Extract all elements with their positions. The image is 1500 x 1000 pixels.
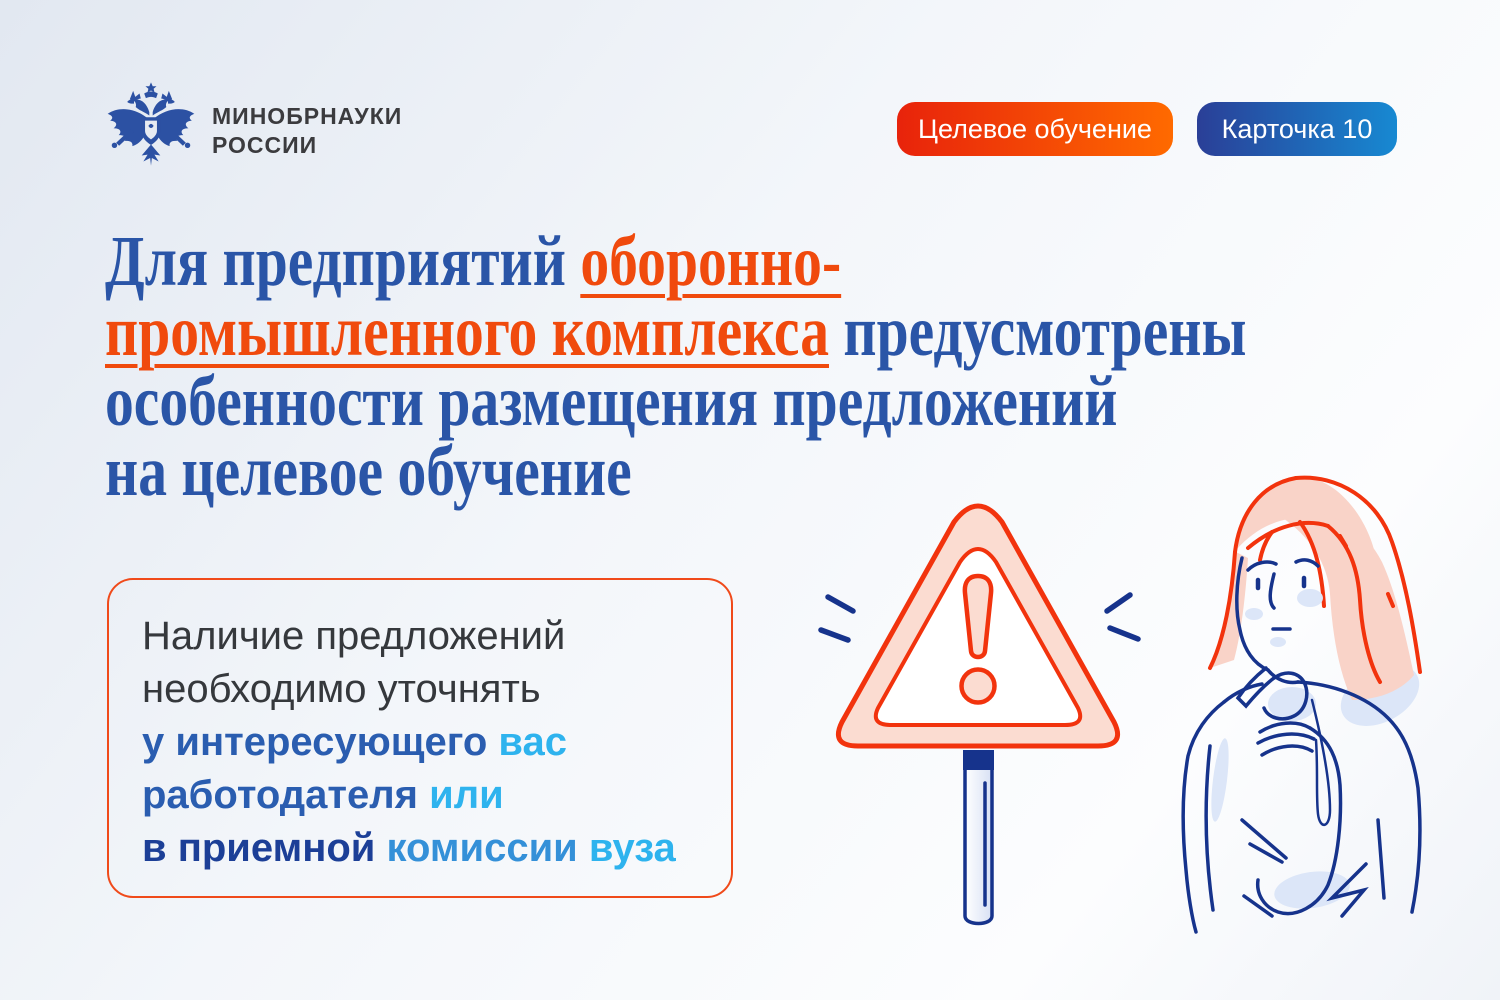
ministry-name [212,102,402,160]
text-segment: на целевое обучение [105,431,632,511]
text-segment: Для предприятий [105,221,581,301]
double-headed-eagle-icon [100,80,202,180]
text-segment: работодателя [142,773,419,817]
text-line [142,716,731,769]
text-line [105,361,1193,441]
text-segment: в приемной [142,826,376,870]
text-line [142,822,731,875]
warning-triangle-sign-icon [808,478,1153,943]
text-segment: Наличие предложений [142,614,566,658]
text-line [105,291,1247,371]
text-segment: промышленного комплекса [105,291,829,371]
card-number-badge-label: Карточка 10 [1221,113,1373,144]
text-segment: особенности размещения предложений [105,361,1118,441]
text-segment: у интересующего [142,720,488,764]
text-segment: или [418,773,504,817]
text-segment: предусмотрены [829,291,1247,371]
text-line [142,610,731,663]
text-line [142,663,731,716]
thinking-woman-illustration [1180,470,1430,945]
ministry-name-line1: МИНОБРНАУКИ [212,103,403,129]
text-segment: оборонно- [580,221,842,301]
program-badge [897,102,1173,156]
text-line [105,221,1193,301]
text-segment: комиссии [375,826,578,870]
text-segment: необходимо уточнять [142,667,541,711]
note-box [107,578,733,898]
card-number-badge [1197,102,1397,156]
text-segment: вуза [577,826,676,870]
ministry-name-line2: РОССИИ [212,132,318,158]
text-line [142,769,731,822]
page-title [105,221,1465,511]
program-badge-label: Целевое обучение [918,113,1152,144]
text-segment: вас [487,720,567,764]
